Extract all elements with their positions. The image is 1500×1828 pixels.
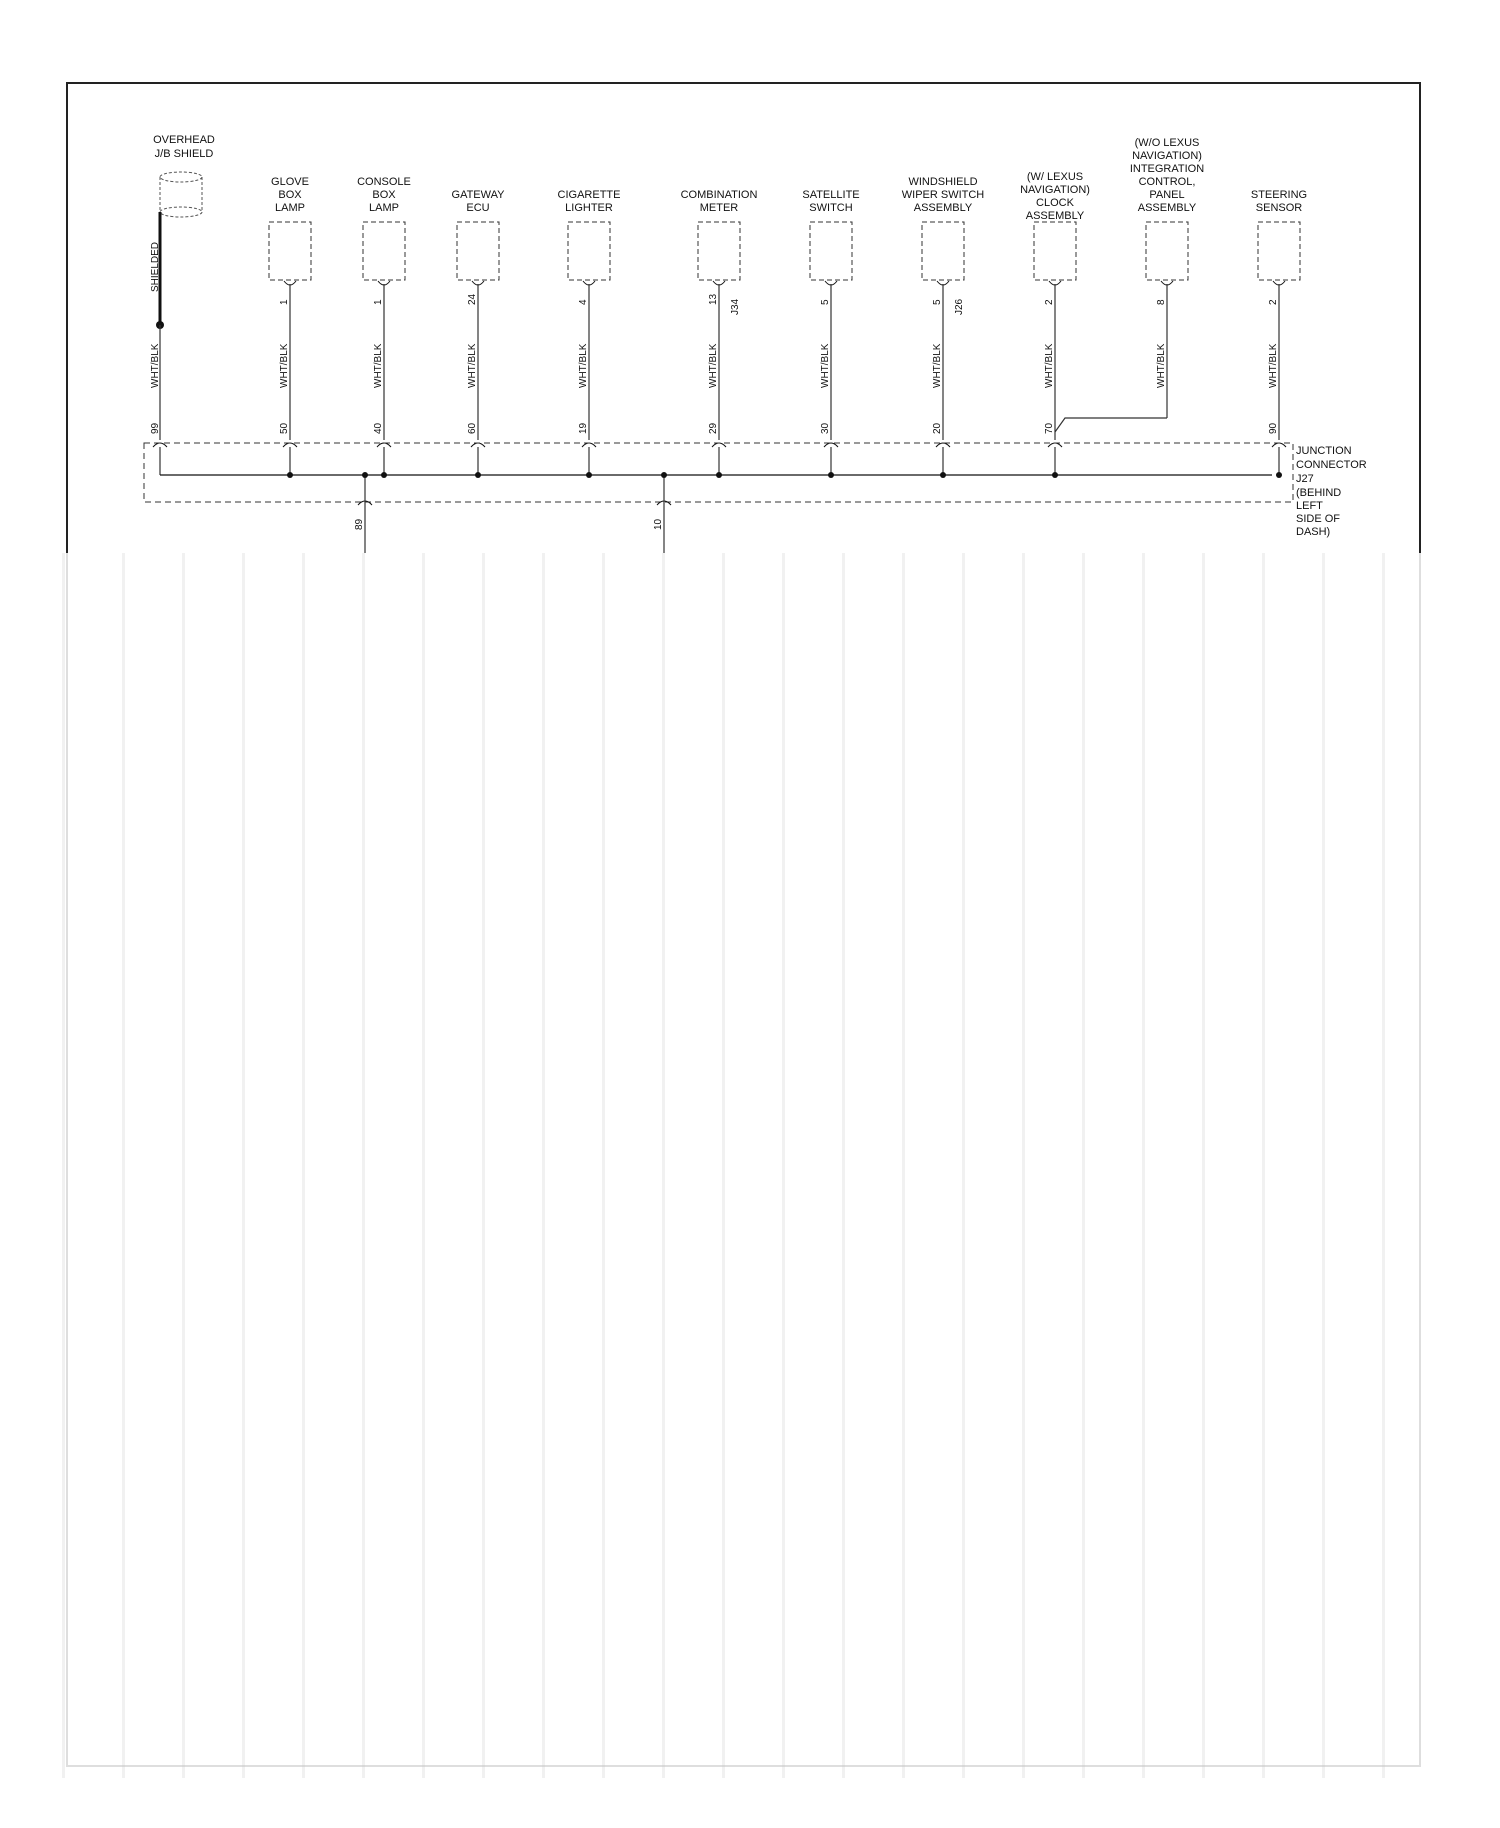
gateway-component-box — [457, 222, 499, 280]
clock-label-line: (W/ LEXUS — [1026, 171, 1084, 183]
steering-splice-dot — [1276, 472, 1282, 478]
glove-label-line: GLOVE — [271, 176, 309, 188]
clock-label-line: ASSEMBLY — [1025, 210, 1085, 222]
satellite-jc-pin: 30 — [820, 422, 831, 434]
windshield-component-box — [922, 222, 964, 280]
combination-label-line: METER — [699, 202, 739, 214]
glove-component-box — [269, 222, 311, 280]
windshield-label-line: WINDSHIELD — [908, 176, 978, 188]
satellite-label-line: SATELLITE — [802, 189, 860, 201]
cigarette-wire-color-label: WHT/BLK — [578, 343, 589, 388]
console-label-line: CONSOLE — [357, 176, 411, 188]
clock-wire-color-label: WHT/BLK — [1044, 343, 1055, 388]
cigarette-label-line: LIGHTER — [565, 202, 613, 214]
shielded-label: SHIELDED — [150, 241, 161, 292]
steering-jc-pin: 90 — [1268, 422, 1279, 434]
overhead-label-1: OVERHEAD — [153, 134, 215, 146]
console-jc-pin: 40 — [373, 422, 384, 434]
windshield-label-line: WIPER SWITCH — [901, 189, 985, 201]
junction-label-6: DASH) — [1296, 526, 1331, 538]
gateway-pin-number: 24 — [467, 293, 478, 305]
windshield-connector-label: J26 — [954, 298, 965, 315]
console-pin-number: 1 — [373, 299, 384, 305]
cigarette-label-line: CIGARETTE — [557, 189, 621, 201]
integration-component-box — [1146, 222, 1188, 280]
glove-jc-pin: 50 — [279, 422, 290, 434]
glove-label-line: LAMP — [275, 202, 305, 214]
clock-label-line: CLOCK — [1036, 197, 1074, 209]
clock-label-line: NAVIGATION) — [1020, 184, 1090, 196]
junction-label-1: CONNECTOR — [1296, 459, 1367, 471]
windshield-wire-color-label: WHT/BLK — [932, 343, 943, 388]
blurred-region — [62, 553, 1422, 1778]
satellite-jc-terminal — [824, 443, 838, 447]
steering-pin-number: 2 — [1268, 299, 1279, 305]
combination-label-line: COMBINATION — [680, 189, 758, 201]
steering-jc-terminal — [1272, 443, 1286, 447]
windshield-jc-terminal — [936, 443, 950, 447]
combination-component-box — [698, 222, 740, 280]
clock-pin-number: 2 — [1044, 299, 1055, 305]
combination-pin-number: 13 — [708, 293, 719, 305]
integration-pin-number: 8 — [1156, 299, 1167, 305]
glove-label-line: BOX — [278, 189, 302, 201]
console-label-line: BOX — [372, 189, 396, 201]
shield-wire-label: WHT/BLK — [150, 343, 161, 388]
satellite-wire-color-label: WHT/BLK — [820, 343, 831, 388]
steering-wire-color-label: WHT/BLK — [1268, 343, 1279, 388]
console-wire-color-label: WHT/BLK — [373, 343, 384, 388]
satellite-pin-number: 5 — [820, 299, 831, 305]
windshield-jc-pin: 20 — [932, 422, 943, 434]
gateway-wire-color-label: WHT/BLK — [467, 343, 478, 388]
junction-label-4: LEFT — [1296, 500, 1323, 512]
output-89 — [354, 472, 372, 553]
integration-label-line: CONTROL, — [1138, 176, 1196, 188]
integration-label-line: (W/O LEXUS — [1134, 137, 1200, 149]
integration-label-line: ASSEMBLY — [1137, 202, 1197, 214]
integration-label-line: NAVIGATION) — [1132, 150, 1202, 162]
glove-wire-color-label: WHT/BLK — [279, 343, 290, 388]
satellite-component-box — [810, 222, 852, 280]
combination-wire-color-label: WHT/BLK — [708, 343, 719, 388]
junction-label-3: (BEHIND — [1296, 487, 1342, 499]
steering-label-line: SENSOR — [1255, 202, 1303, 214]
gateway-label-line: ECU — [466, 202, 490, 214]
glove-jc-terminal — [283, 443, 297, 447]
integration-label-line: PANEL — [1149, 189, 1185, 201]
windshield-label-line: ASSEMBLY — [913, 202, 973, 214]
overhead-label-2: J/B SHIELD — [154, 148, 214, 160]
gateway-jc-pin: 60 — [467, 422, 478, 434]
console-component-box — [363, 222, 405, 280]
svg-text:89: 89 — [354, 518, 365, 530]
windshield-pin-number: 5 — [932, 299, 943, 305]
clock-component-box — [1034, 222, 1076, 280]
integration-to-clock-wire — [1055, 418, 1167, 432]
junction-label-0: JUNCTION — [1296, 445, 1352, 457]
junction-label-2: J27 — [1296, 473, 1314, 485]
cigarette-component-box — [568, 222, 610, 280]
steering-label-line: STEERING — [1250, 189, 1308, 201]
integration-wire-color-label: WHT/BLK — [1156, 343, 1167, 388]
junction-label-5: SIDE OF — [1296, 513, 1341, 525]
combination-jc-terminal — [712, 443, 726, 447]
combination-jc-pin: 29 — [708, 422, 719, 434]
cigarette-pin-number: 4 — [578, 299, 589, 305]
clock-jc-pin: 70 — [1044, 422, 1055, 434]
console-jc-terminal — [377, 443, 391, 447]
shield-cylinder-icon — [160, 172, 202, 217]
shield-jc-terminal — [153, 443, 167, 447]
output-10 — [653, 472, 671, 553]
satellite-label-line: SWITCH — [809, 202, 853, 214]
shield-jc-pin: 99 — [150, 422, 161, 434]
console-label-line: LAMP — [369, 202, 399, 214]
gateway-label-line: GATEWAY — [451, 189, 505, 201]
integration-label-line: INTEGRATION — [1129, 163, 1205, 175]
steering-component-box — [1258, 222, 1300, 280]
combination-connector-label: J34 — [730, 298, 741, 315]
cigarette-jc-terminal — [582, 443, 596, 447]
glove-pin-number: 1 — [279, 299, 290, 305]
gateway-jc-terminal — [471, 443, 485, 447]
cigarette-jc-pin: 19 — [578, 422, 589, 434]
svg-text:10: 10 — [653, 518, 664, 530]
clock-jc-terminal — [1048, 443, 1062, 447]
